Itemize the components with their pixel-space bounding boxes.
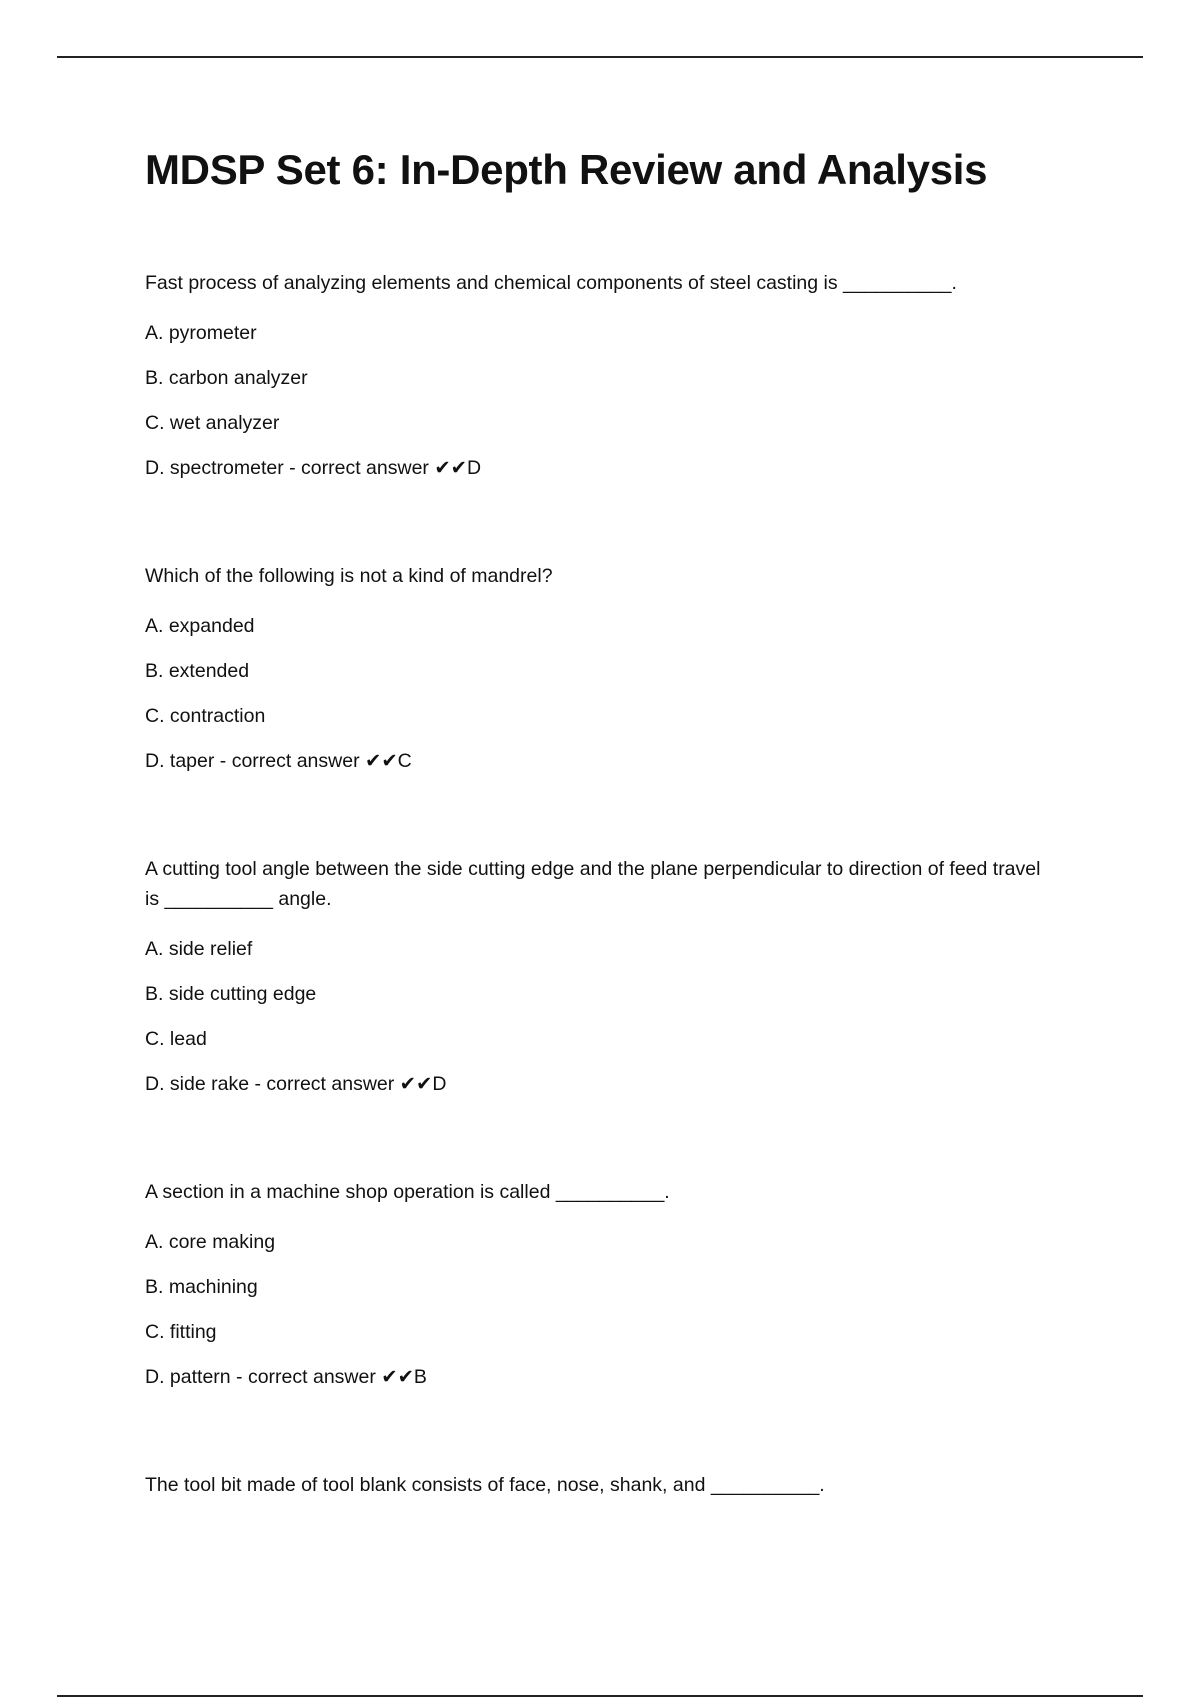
- option-d-answer: D. pattern - correct answer ✔✔B: [145, 1366, 427, 1388]
- question-list: [145, 268, 1045, 1520]
- option-d-answer: D. taper - correct answer ✔✔C: [145, 750, 412, 772]
- question-2: [145, 561, 1045, 776]
- option-d-answer: D. spectrometer - correct answer ✔✔D: [145, 457, 482, 479]
- question-1: [145, 268, 1045, 483]
- question-text: A section in a machine shop operation is called __________.: [145, 1181, 670, 1203]
- question-5: [145, 1470, 1045, 1500]
- option-b: B. machining: [145, 1276, 258, 1298]
- option-a: A. pyrometer: [145, 322, 257, 344]
- question-text: Which of the following is not a kind of mandrel?: [145, 565, 553, 587]
- option-b: B. side cutting edge: [145, 983, 317, 1005]
- header-divider: [57, 56, 1143, 58]
- footer-divider: [57, 1695, 1143, 1697]
- option-a: A. expanded: [145, 615, 255, 637]
- option-b: B. carbon analyzer: [145, 367, 308, 389]
- option-c: C. fitting: [145, 1321, 217, 1343]
- question-text: A cutting tool angle between the side cutting edge and the plane perpendicular to direction of feed travel is __________ angle.: [145, 858, 1041, 910]
- question-3: [145, 854, 1045, 1099]
- page-title: MDSP Set 6: In-Depth Review and Analysis: [145, 146, 988, 193]
- question-4: [145, 1177, 1045, 1392]
- option-c: C. wet analyzer: [145, 412, 280, 434]
- question-text: Fast process of analyzing elements and chemical components of steel casting is __________.: [145, 272, 957, 294]
- option-a: A. core making: [145, 1231, 276, 1253]
- option-c: C. contraction: [145, 705, 266, 727]
- option-a: A. side relief: [145, 938, 253, 960]
- option-c: C. lead: [145, 1028, 207, 1050]
- option-b: B. extended: [145, 660, 250, 682]
- option-d-answer: D. side rake - correct answer ✔✔D: [145, 1073, 447, 1095]
- question-text: The tool bit made of tool blank consists of face, nose, shank, and __________.: [145, 1474, 825, 1496]
